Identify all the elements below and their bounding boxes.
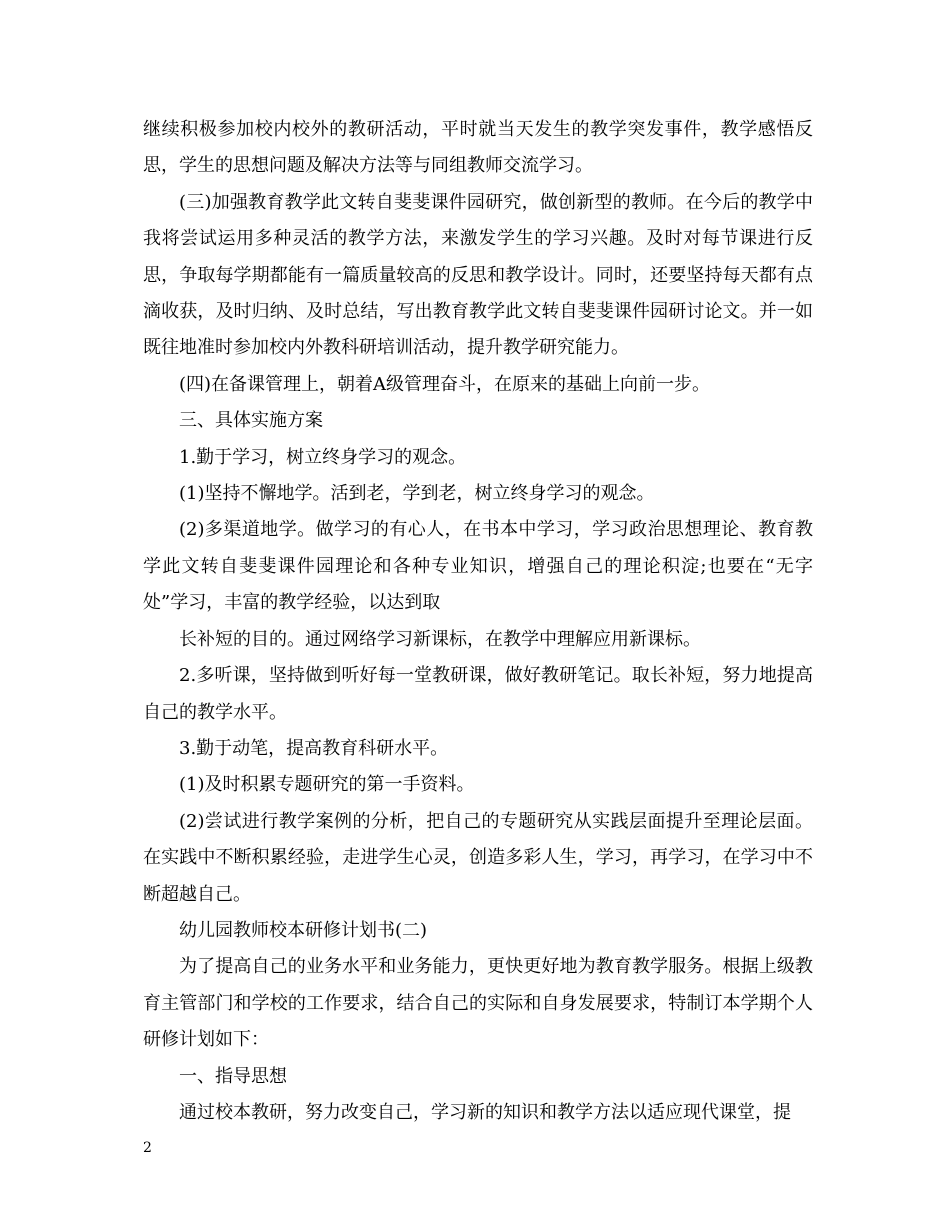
document-body	[143, 112, 813, 1131]
paragraph-3: (四)在备课管理上，朝着A级管理奋斗，在原来的基础上向前一步。	[179, 373, 711, 395]
paragraph-6: (1)坚持不懈地学。活到老，学到老，树立终身学习的观念。	[179, 483, 655, 505]
paragraph-2: (三)加强教育教学此文转自斐斐课件园研究，做创新型的教师。在今后的教学中我将尝试运用多种灵活的教学方法，来激发学生的学习兴趣。及时对每节课进行反思，争取每学期都能有一篇质量较高的反思和教学设计。同时，还要坚持每天都有点滴收获，及时归纳、及时总结，写出教育教学此文转自斐斐课件园研讨论文。并一如既往地准时参加校内外教科研培训活动，提升教学研究能力。	[143, 191, 813, 359]
paragraph-12: (2)尝试进行教学案例的分析，把自己的专题研究从实践层面提升至理论层面。在实践中不断积累经验，走进学生心灵，创造多彩人生，学习，再学习，在学习中不断超越自己。	[143, 810, 813, 905]
section-heading-implementation: 三、具体实施方案	[179, 410, 323, 432]
paragraph-7: (2)多渠道地学。做学习的有心人，在书本中学习，学习政治思想理论、教育教学此文转自斐斐课件园理论和各种专业知识，增强自己的理论积淀;也要在“无字处”学习，丰富的教学经验，以达到取	[143, 519, 813, 614]
paragraph-5: 1.勤于学习，树立终身学习的观念。	[179, 446, 467, 468]
paragraph-8: 长补短的目的。通过网络学习新课标，在教学中理解应用新课标。	[179, 628, 701, 650]
section-heading-guiding-ideology: 一、指导思想	[179, 1065, 287, 1087]
paragraph-1: 继续积极参加校内校外的教研活动，平时就当天发生的教学突发事件，教学感悟反思，学生的思想问题及解决方法等与同组教师交流学习。	[143, 119, 813, 177]
paragraph-9: 2.多听课，坚持做到听好每一堂教研课，做好教研笔记。取长补短，努力地提高自己的教学水平。	[143, 665, 813, 723]
page-number: 2	[143, 1140, 152, 1156]
paragraph-16: 通过校本教研，努力改变自己，学习新的知识和教学方法以适应现代课堂，提	[179, 1101, 791, 1123]
document-subtitle: 幼儿园教师校本研修计划书(二)	[179, 919, 428, 941]
paragraph-11: (1)及时积累专题研究的第一手资料。	[179, 774, 475, 796]
paragraph-14: 为了提高自己的业务水平和业务能力，更快更好地为教育教学服务。根据上级教育主管部门和学校的工作要求，结合自己的实际和自身发展要求，特制订本学期个人研修计划如下：	[143, 956, 813, 1051]
paragraph-10: 3.勤于动笔，提高教育科研水平。	[179, 737, 449, 759]
